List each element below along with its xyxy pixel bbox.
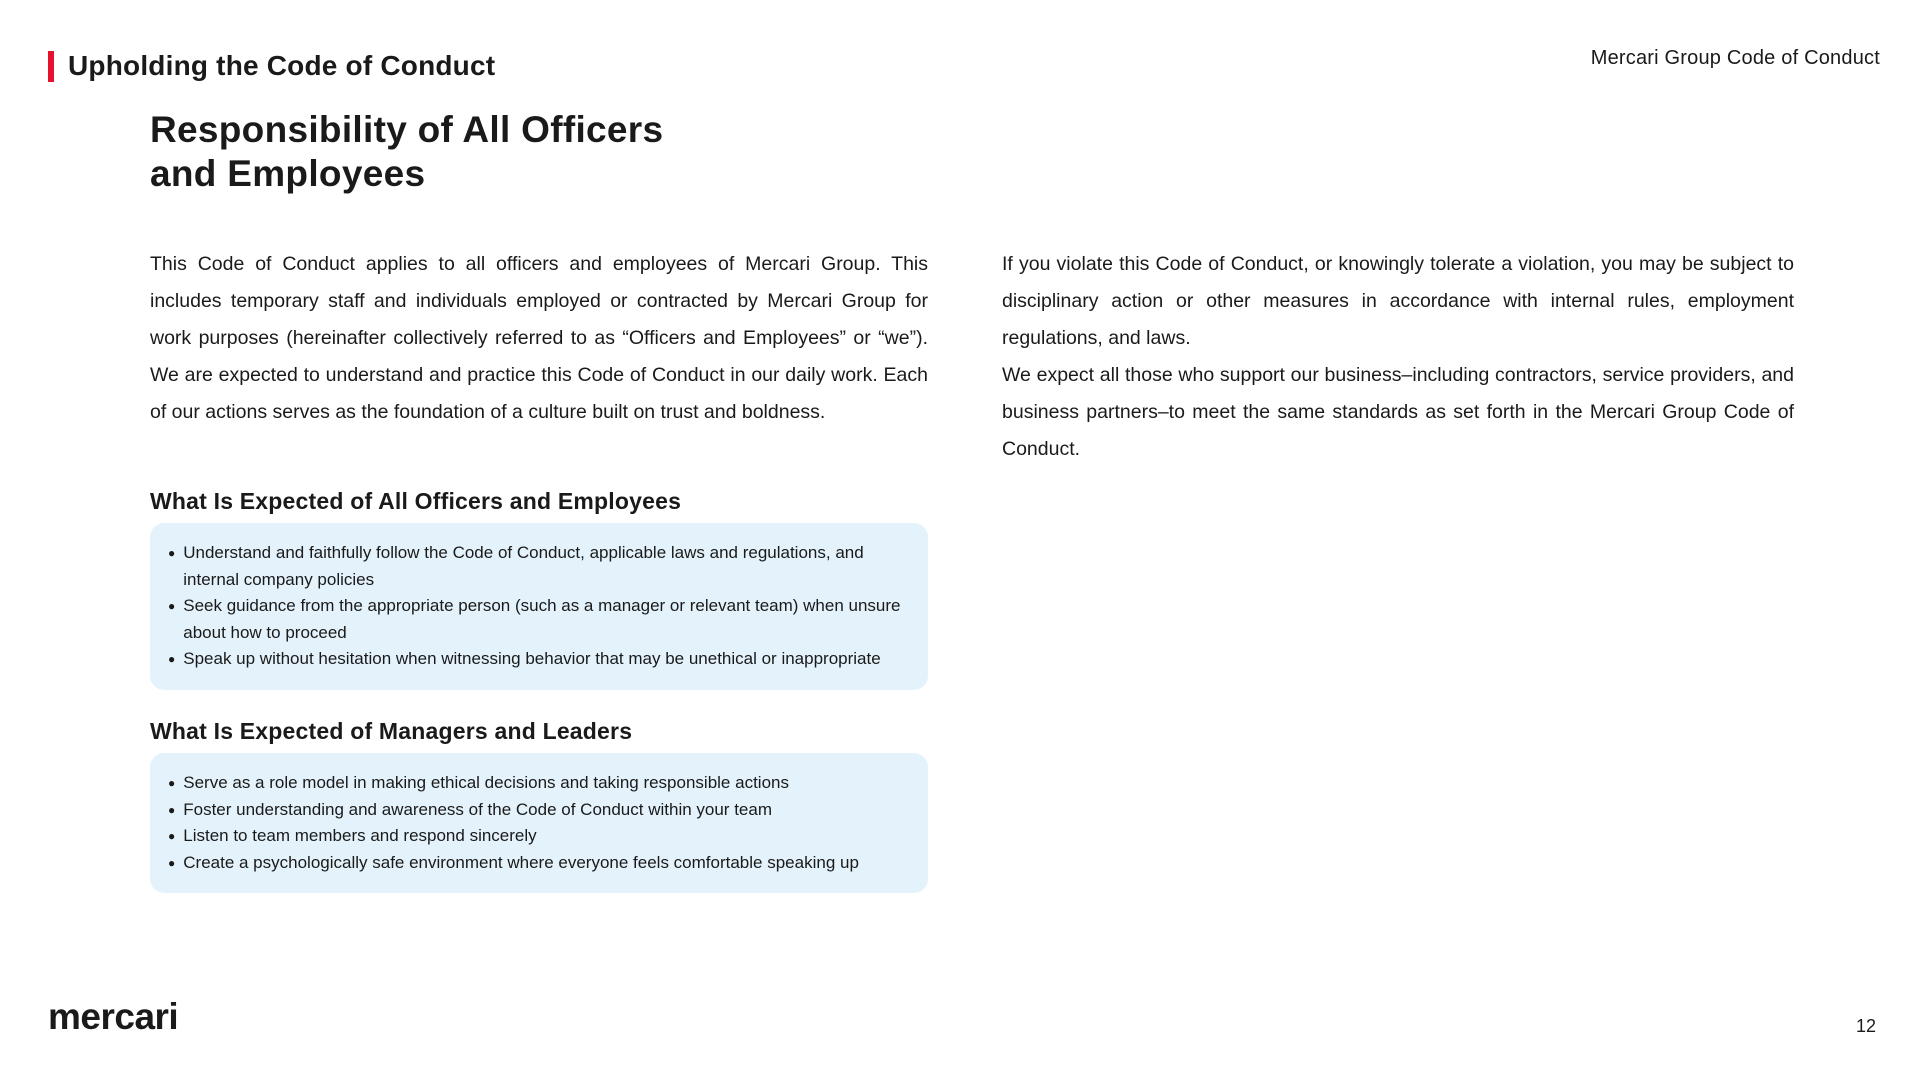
left-paragraph: This Code of Conduct applies to all officers and employees of Mercari Group. This includes temporary staff and individuals employed or contracted by Mercari Group for work purposes (hereinafter collectively referred to as “Officers and Employees” or “we”). We are expected to understand and practice this Code of Conduct in our daily work. Each of our actions serves as the foundation of a culture built on trust and boldness. bbox=[150, 253, 928, 423]
section-heading-managers-leaders: What Is Expected of Managers and Leaders bbox=[150, 718, 633, 744]
bullet-icon: ● bbox=[168, 829, 176, 843]
list-item bbox=[168, 770, 908, 797]
right-paragraph-2: We expect all those who support our business–including contractors, service providers, and business partners–to meet the same standards as set forth in the Mercari Group Code of Conduct. bbox=[1002, 364, 1794, 460]
page-number: 12 bbox=[1855, 1016, 1876, 1036]
right-paragraph-1: If you violate this Code of Conduct, or knowingly tolerate a violation, you may be subject to disciplinary action or other measures in accordance with internal rules, employment regulations, and laws. bbox=[1002, 253, 1794, 349]
list-item bbox=[168, 797, 908, 824]
bullet-text: Understand and faithfully follow the Code of Conduct, applicable laws and regulations, and internal company policies bbox=[183, 543, 864, 589]
bullet-text: Foster understanding and awareness of the Code of Conduct within your team bbox=[183, 799, 772, 819]
list-item bbox=[168, 823, 908, 850]
bullet-icon: ● bbox=[168, 599, 176, 613]
section-heading-officers-employees: What Is Expected of All Officers and Employees bbox=[150, 488, 682, 514]
bullet-icon: ● bbox=[168, 802, 176, 817]
document-title: Mercari Group Code of Conduct bbox=[1590, 47, 1880, 69]
section-title: Upholding the Code of Conduct bbox=[68, 50, 496, 81]
body-column-left bbox=[150, 246, 928, 431]
accent-bar bbox=[48, 51, 54, 82]
panel-officers-employees bbox=[150, 523, 928, 690]
bullet-icon: ● bbox=[168, 855, 176, 870]
bullet-icon: ● bbox=[168, 546, 176, 560]
header-kicker bbox=[48, 50, 495, 82]
page-title-line-1: Responsibility of All Officers bbox=[150, 109, 664, 150]
bullet-icon: ● bbox=[168, 776, 176, 790]
list-item bbox=[168, 850, 908, 877]
bullet-text: Listen to team members and respond sincerely bbox=[183, 826, 537, 845]
list-item bbox=[168, 593, 908, 646]
panel-managers-leaders bbox=[150, 753, 928, 893]
bullet-text: Seek guidance from the appropriate person (such as a manager or relevant team) when unsure about how to proceed bbox=[183, 596, 901, 642]
page-title-line-2: and Employees bbox=[150, 153, 426, 194]
body-column-right bbox=[1002, 246, 1794, 468]
list-item bbox=[168, 646, 908, 673]
mercari-logo: mercari bbox=[48, 996, 179, 1037]
page-title bbox=[150, 108, 663, 196]
bullet-text: Speak up without hesitation when witnessing behavior that may be unethical or inappropriate bbox=[183, 649, 881, 668]
bullet-text: Serve as a role model in making ethical decisions and taking responsible actions bbox=[183, 773, 789, 792]
list-item bbox=[168, 540, 908, 593]
bullet-text: Create a psychologically safe environment where everyone feels comfortable speaking up bbox=[183, 852, 859, 872]
bullet-icon: ● bbox=[168, 652, 176, 666]
